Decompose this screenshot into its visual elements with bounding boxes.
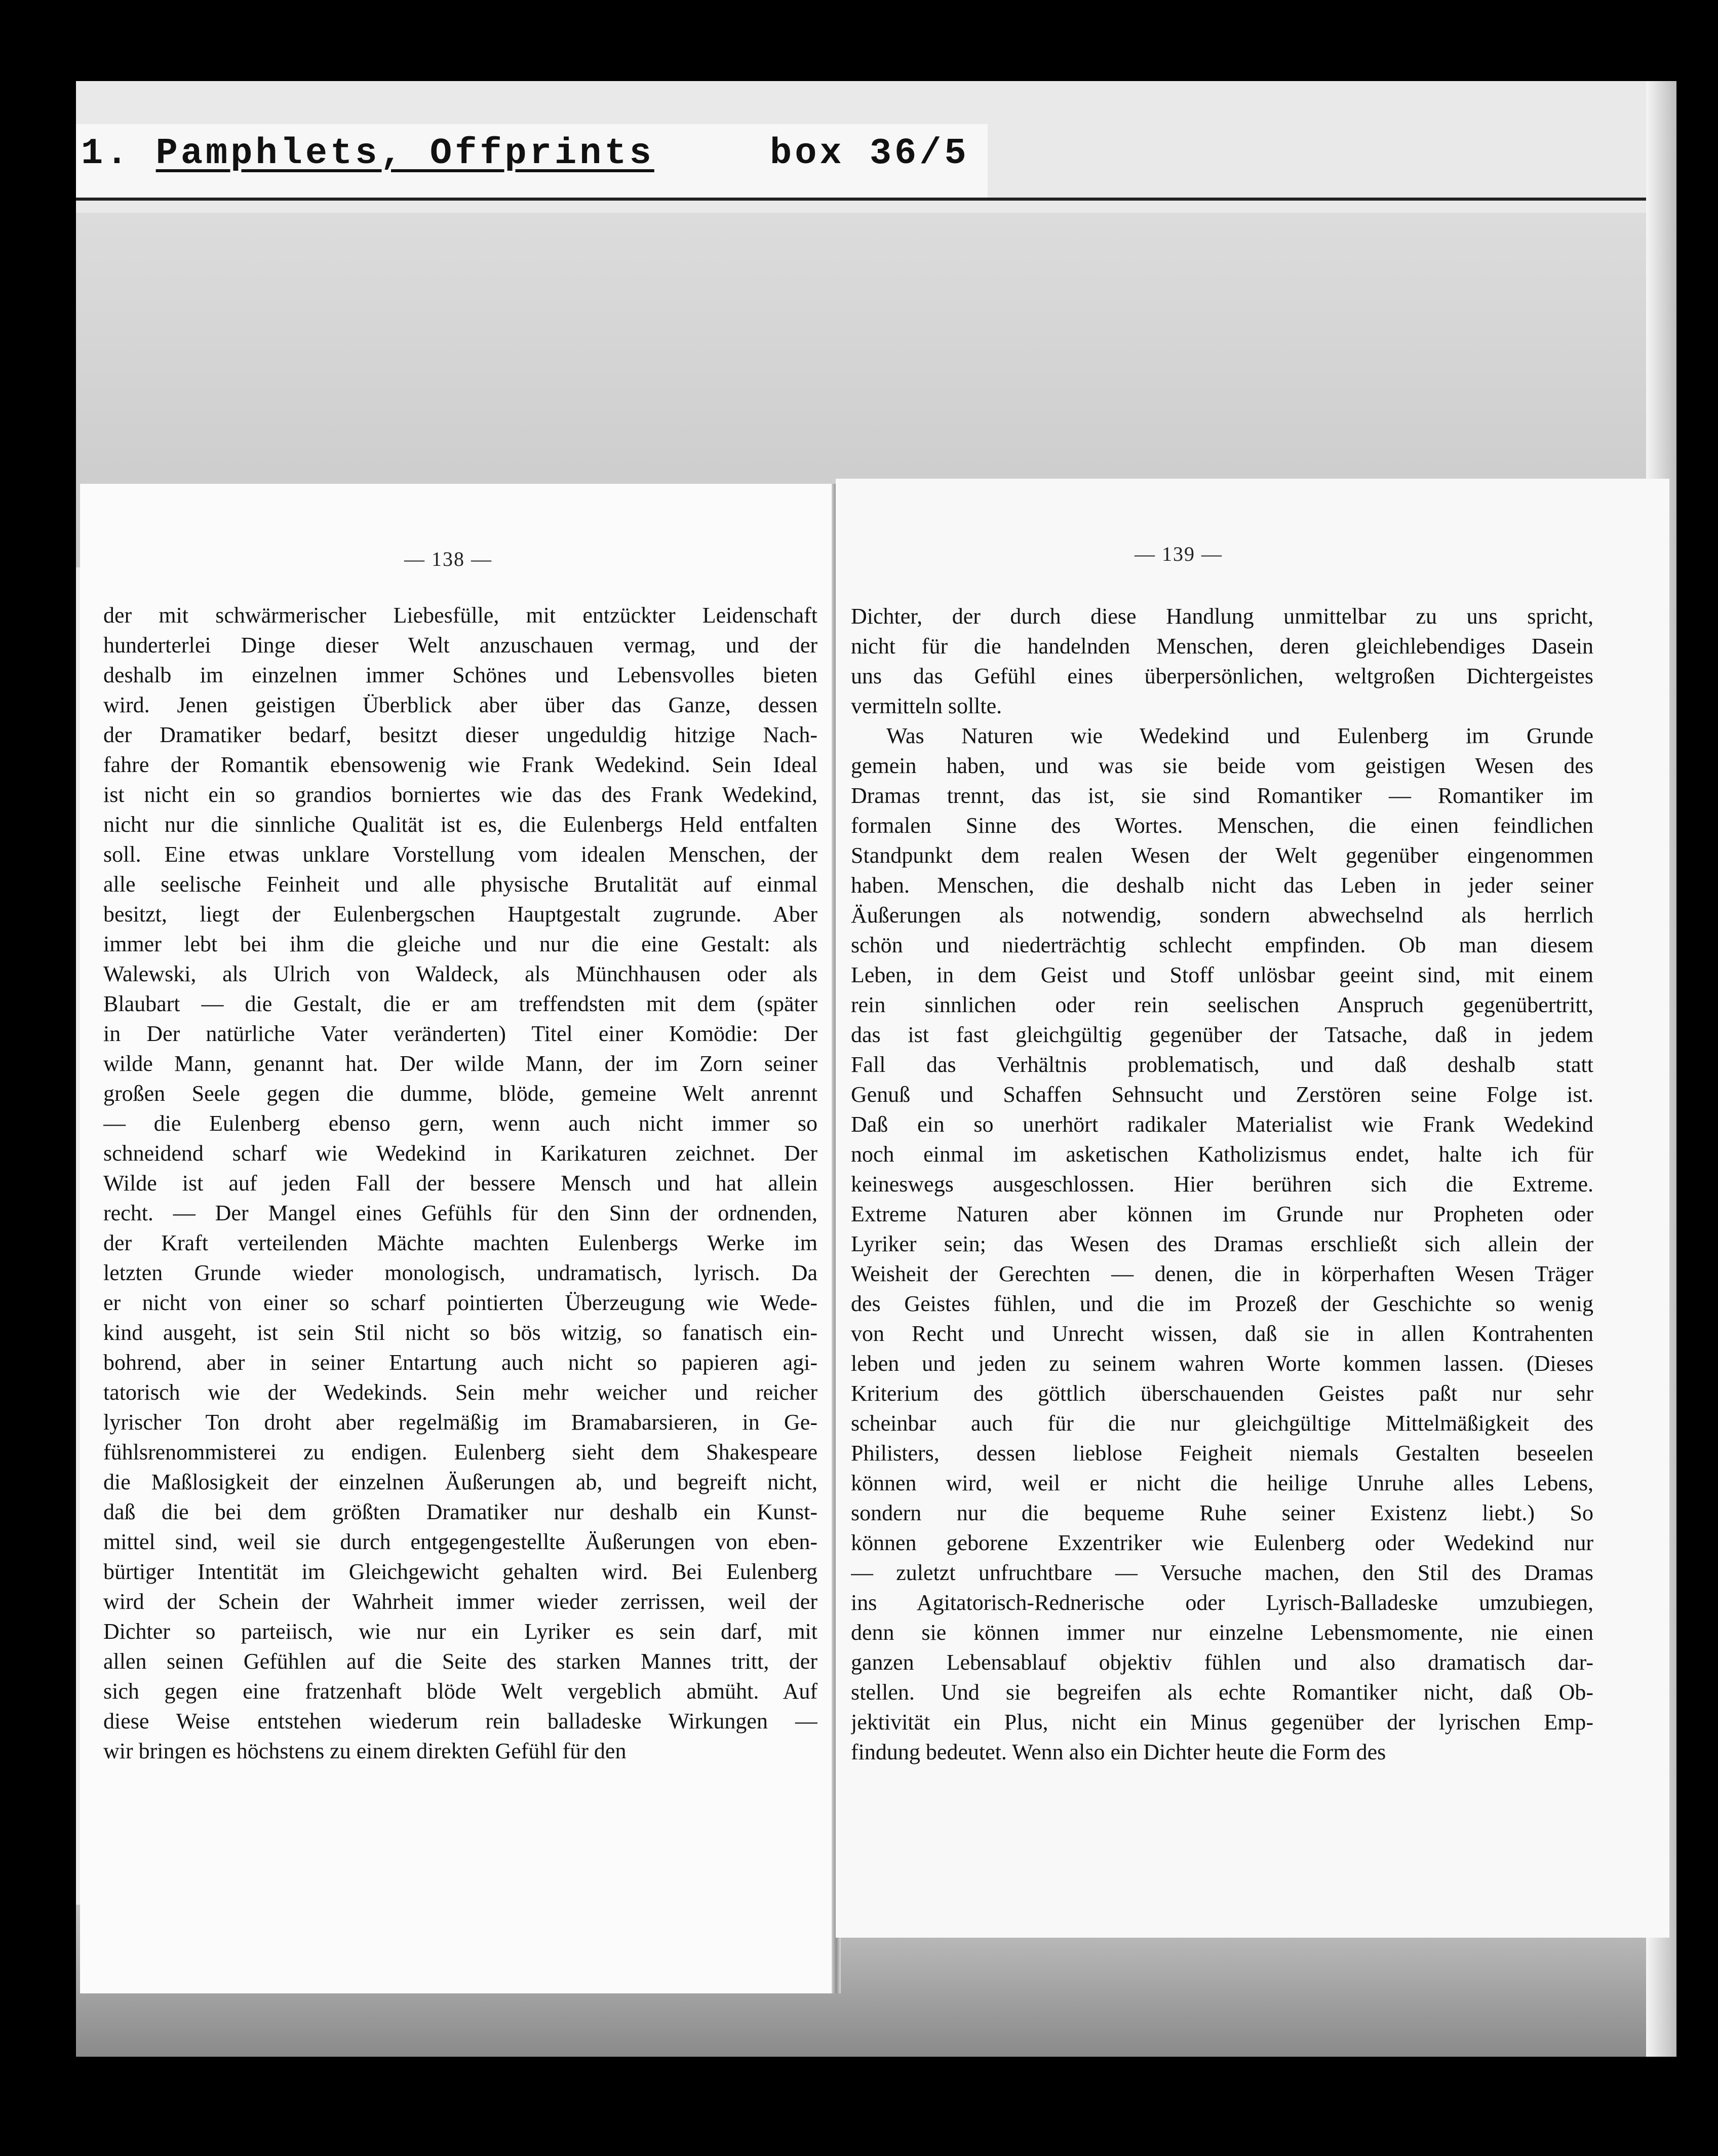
text-line: — die Eulenberg ebenso gern, wenn auch nicht immer so — [103, 1111, 817, 1136]
text-line: Kriterium des göttlich überschauenden Geistes paßt nur sehr — [851, 1381, 1593, 1406]
text-line: wilde Mann, genannt hat. Der wilde Mann, der im Zorn seiner — [103, 1051, 817, 1076]
text-line: großen Seele gegen die dumme, blöde, gemeine Welt anrennt — [103, 1081, 817, 1106]
text-line: Genuß und Schaffen Sehnsucht und Zerstören seine Folge ist. — [851, 1082, 1593, 1107]
text-line: Leben, in dem Geist und Stoff unlösbar geeint sind, mit einem — [851, 962, 1593, 987]
text-line: sondern nur die bequeme Ruhe seiner Existenz liebt.) So — [851, 1500, 1593, 1525]
text-line: ist nicht ein so grandios borniertes wie das des Frank Wedekind, — [103, 782, 817, 807]
text-line: in Der natürliche Vater veränderten) Titel einer Komödie: Der — [103, 1021, 817, 1046]
text-line: besitzt, liegt der Eulenbergschen Hauptgestalt zugrunde. Aber — [103, 902, 817, 927]
left-page-text — [103, 600, 817, 1766]
text-line: denn sie können immer nur einzelne Lebensmomente, nie einen — [851, 1620, 1593, 1645]
text-line: Dramas trennt, das ist, sie sind Romantiker — Romantiker im — [851, 783, 1593, 808]
text-line: formalen Sinne des Wortes. Menschen, die einen feindlichen — [851, 813, 1593, 838]
text-line: nicht nur die sinnliche Qualität ist es, die Eulenbergs Held entfalten — [103, 812, 817, 837]
text-line: Blaubart — die Gestalt, die er am treffendsten mit dem (später — [103, 991, 817, 1016]
text-line: Weisheit der Gerechten — denen, die in körperhaften Wesen Träger — [851, 1261, 1593, 1286]
text-line: ins Agitatorisch-Rednerische oder Lyrisch-Balladeske umzubiegen, — [851, 1590, 1593, 1615]
text-line: können wird, weil er nicht die heilige Unruhe alles Lebens, — [851, 1471, 1593, 1495]
text-line: daß die bei dem größten Dramatiker nur deshalb ein Kunst- — [103, 1499, 817, 1524]
text-line: die Maßlosigkeit der einzelnen Äußerungen ab, und begreift nicht, — [103, 1470, 817, 1494]
text-line: stellen. Und sie begreifen als echte Romantiker nicht, daß Ob- — [851, 1680, 1593, 1705]
text-line: leben und jeden zu seinem wahren Worte kommen lassen. (Dieses — [851, 1351, 1593, 1376]
text-line: er nicht von einer so scharf pointierten Überzeugung wie Wede- — [103, 1290, 817, 1315]
text-line: lyrischer Ton droht aber regelmäßig im Bramabarsieren, in Ge- — [103, 1410, 817, 1435]
text-line: Philisters, dessen lieblose Feigheit niemals Gestalten beseelen — [851, 1441, 1593, 1466]
text-line: deshalb im einzelnen immer Schönes und Lebensvolles bieten — [103, 663, 817, 687]
text-line: diese Weise entstehen wiederum rein balladeske Wirkungen — — [103, 1709, 817, 1734]
text-line: Lyriker sein; das Wesen des Dramas erschließt sich allein der — [851, 1231, 1593, 1256]
text-line: Wilde ist auf jeden Fall der bessere Mensch und hat allein — [103, 1171, 817, 1196]
text-line: immer lebt bei ihm die gleiche und nur die eine Gestalt: als — [103, 932, 817, 956]
text-line: findung bedeutet. Wenn also ein Dichter heute die Form des — [851, 1740, 1386, 1764]
text-line: — zuletzt unfruchtbare — Versuche machen, den Stil des Dramas — [851, 1560, 1593, 1585]
text-line: jektivität ein Plus, nicht ein Minus gegenüber der lyrischen Emp- — [851, 1710, 1593, 1735]
text-line: der Kraft verteilenden Mächte machten Eulenbergs Werke im — [103, 1230, 817, 1255]
text-line: Standpunkt dem realen Wesen der Welt gegenüber eingenommen — [851, 843, 1593, 868]
text-line: Was Naturen wie Wedekind und Eulenberg im Grunde — [886, 723, 1593, 748]
text-line: Äußerungen als notwendig, sondern abwechselnd als herrlich — [851, 903, 1593, 928]
text-line: soll. Eine etwas unklare Vorstellung vom idealen Menschen, der — [103, 842, 817, 867]
text-line: Walewski, als Ulrich von Waldeck, als Münchhausen oder als — [103, 961, 817, 986]
text-line: des Geistes fühlen, und die im Prozeß der Geschichte so wenig — [851, 1291, 1593, 1316]
text-line: der mit schwärmerischer Liebesfülle, mit entzückter Leidenschaft — [103, 603, 817, 628]
text-line: nicht für die handelnden Menschen, deren gleichlebendiges Dasein — [851, 634, 1593, 659]
label-rule — [76, 198, 1646, 201]
text-line: sich gegen eine fratzenhaft blöde Welt vergeblich abmüht. Auf — [103, 1679, 817, 1704]
text-line: fahre der Romantik ebensowenig wie Frank Wedekind. Sein Ideal — [103, 752, 817, 777]
left-page — [80, 484, 840, 1993]
text-line: fühlsrenommisterei zu endigen. Eulenberg sieht dem Shakespeare — [103, 1440, 817, 1465]
text-line: mittel sind, weil sie durch entgegengestellte Äußerungen von eben- — [103, 1529, 817, 1554]
right-page-text — [851, 601, 1593, 1767]
text-line: rein sinnlichen oder rein seelischen Anspruch gegenübertritt, — [851, 992, 1593, 1017]
text-line: keineswegs ausgeschlossen. Hier berühren sich die Extreme. — [851, 1172, 1593, 1197]
text-line: wird der Schein der Wahrheit immer wieder zerrissen, weil der — [103, 1589, 817, 1614]
text-line: das ist fast gleichgültig gegenüber der Tatsache, daß in jedem — [851, 1022, 1593, 1047]
right-page — [836, 479, 1669, 1938]
text-line: gemein haben, und was sie beide vom geistigen Wesen des — [851, 753, 1593, 778]
text-line: können geborene Exzentriker wie Eulenberg oder Wedekind nur — [851, 1530, 1593, 1555]
text-line: wird. Jenen geistigen Überblick aber über das Ganze, dessen — [103, 692, 817, 717]
text-line: bohrend, aber in seiner Entartung auch nicht so papieren agi- — [103, 1350, 817, 1375]
text-line: ganzen Lebensablauf objektiv fühlen und also dramatisch dar- — [851, 1650, 1593, 1675]
text-line: vermitteln sollte. — [851, 694, 1002, 718]
text-line: Dichter so parteiisch, wie nur ein Lyriker es sein darf, mit — [103, 1619, 817, 1644]
text-line: wir bringen es höchstens zu einem direkten Gefühl für den — [103, 1739, 627, 1763]
label-box: box 36/5 — [770, 133, 969, 174]
text-line: uns das Gefühl eines überpersönlichen, weltgroßen Dichtergeistes — [851, 664, 1593, 688]
text-line: Dichter, der durch diese Handlung unmittelbar zu uns spricht, — [851, 604, 1593, 629]
text-line: der Dramatiker bedarf, besitzt dieser ungeduldig hitzige Nach- — [103, 722, 817, 747]
label-number: 1. — [81, 133, 131, 174]
text-line: recht. — Der Mangel eines Gefühls für den Sinn der ordnenden, — [103, 1201, 817, 1225]
text-line: Fall das Verhältnis problematisch, und daß deshalb statt — [851, 1052, 1593, 1077]
text-line: hunderterlei Dinge dieser Welt anzuschauen vermag, und der — [103, 633, 817, 658]
text-line: Daß ein so unerhört radikaler Materialist wie Frank Wedekind — [851, 1112, 1593, 1137]
text-line: letzten Grunde wieder monologisch, undramatisch, lyrisch. Da — [103, 1260, 817, 1285]
text-line: haben. Menschen, die deshalb nicht das Leben in jeder seiner — [851, 873, 1593, 898]
text-line: noch einmal im asketischen Katholizismus endet, halte ich für — [851, 1142, 1593, 1167]
text-line: tatorisch wie der Wedekinds. Sein mehr weicher und reicher — [103, 1380, 817, 1405]
archive-label-text — [81, 133, 969, 174]
text-line: kind ausgeht, ist sein Stil nicht so bös witzig, so fanatisch ein- — [103, 1320, 817, 1345]
text-line: schön und niederträchtig schlecht empfinden. Ob man diesem — [851, 933, 1593, 957]
text-line: bürtiger Intentität im Gleichgewicht gehalten wird. Bei Eulenberg — [103, 1559, 817, 1584]
text-line: scheinbar auch für die nur gleichgültige Mittelmäßigkeit des — [851, 1411, 1593, 1436]
page-number-right: — 139 — — [1135, 543, 1223, 565]
text-line: schneidend scharf wie Wedekind in Karikaturen zeichnet. Der — [103, 1141, 817, 1166]
text-line: alle seelische Feinheit und alle physische Brutalität auf einmal — [103, 872, 817, 897]
page-number-left: — 138 — — [404, 548, 492, 570]
label-title: Pamphlets, Offprints — [155, 133, 654, 174]
text-line: von Recht und Unrecht wissen, daß sie in allen Kontrahenten — [851, 1321, 1593, 1346]
text-line: allen seinen Gefühlen auf die Seite des starken Mannes tritt, der — [103, 1649, 817, 1674]
text-line: Extreme Naturen aber können im Grunde nur Propheten oder — [851, 1202, 1593, 1226]
